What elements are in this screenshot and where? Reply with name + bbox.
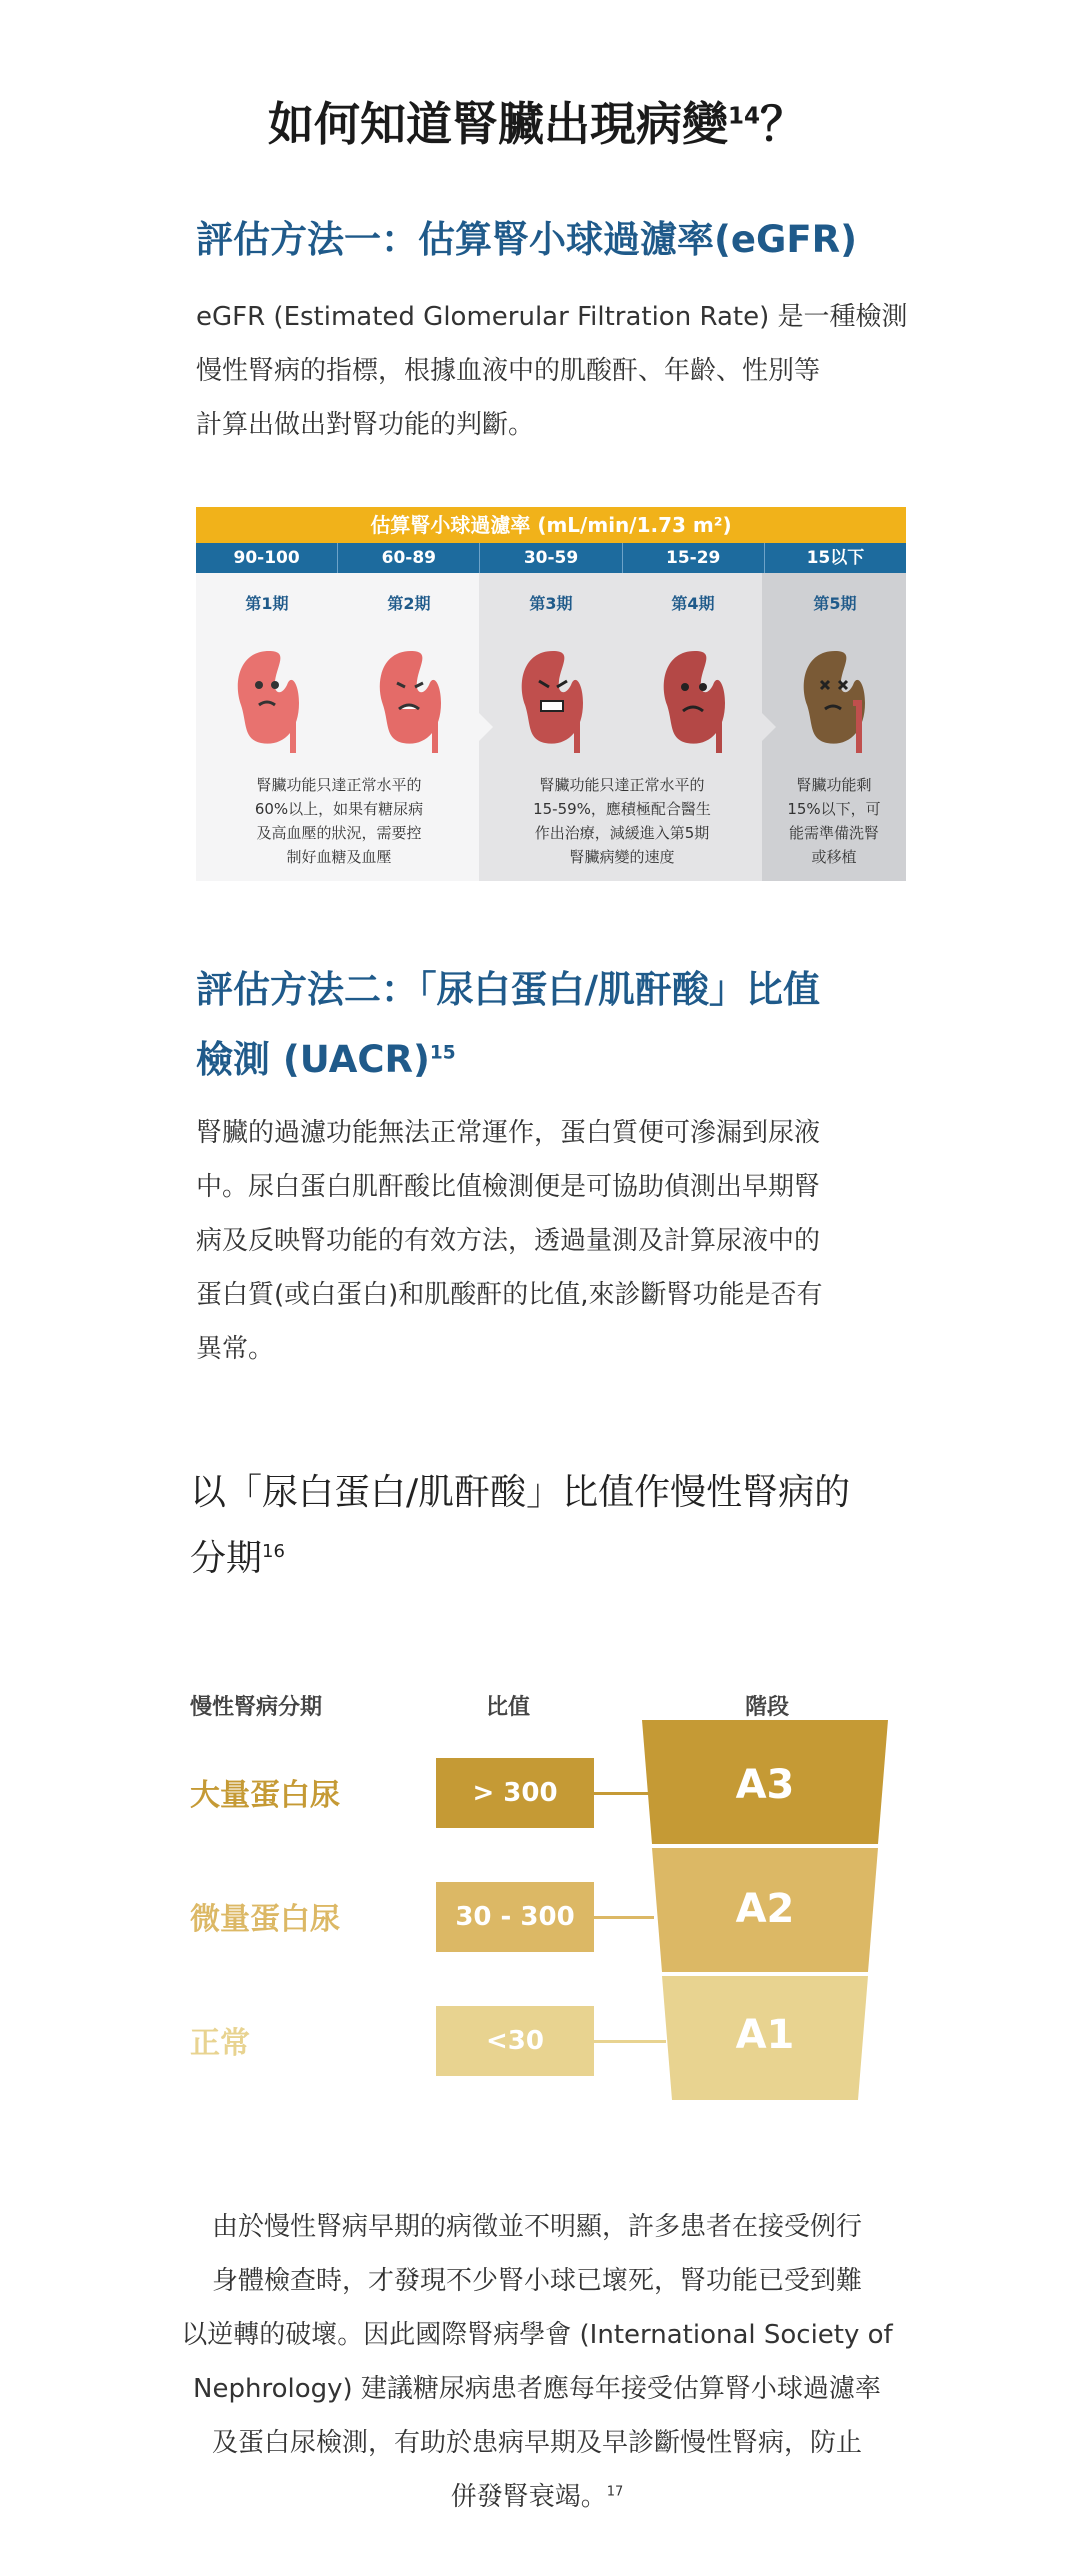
column-header-phase: 階段 (745, 1695, 790, 1720)
desc-line: 60%以上，如果有糖尿病 (254, 800, 424, 818)
method2-title-line: 評估方法二：「尿白蛋白/肌酐酸」比值 (196, 968, 821, 1011)
stage-label: 第3期 (529, 594, 573, 613)
desc-line: 腎臟功能剩 (796, 776, 872, 794)
egfr-header: 估算腎小球過濾率 (mL/min/1.73 m²) (196, 507, 906, 543)
method1-title: 評估方法一：估算腎小球過濾率(eGFR) (196, 218, 858, 261)
kidney-stage4-icon (655, 643, 735, 763)
row-label-a3: 大量蛋白尿 (190, 1778, 340, 1813)
stage-label: 第1期 (245, 594, 289, 613)
stage-label: 第4期 (671, 594, 715, 613)
egfr-stages-table (196, 507, 906, 881)
column-header-ratio: 比值 (486, 1695, 531, 1720)
method1-text (196, 290, 907, 452)
desc-line: 能需準備洗腎 (788, 824, 879, 842)
page-title-text: 如何知道腎臟出現病變 (267, 97, 728, 151)
closing-footnote: 17 (606, 2484, 624, 2500)
method2-line: 中。尿白蛋白肌酐酸比值檢測便是可協助偵測出早期腎 (196, 1172, 821, 1202)
stage-description-severe (766, 773, 902, 869)
staging-footnote: 16 (262, 1541, 285, 1562)
closing-paragraph (180, 2200, 894, 2524)
title-question-mark: ？ (760, 97, 806, 151)
egfr-range: 15-29 (623, 543, 765, 573)
method1-line: eGFR (Estimated Glomerular Filtration Rate) 是一種檢測 (196, 302, 908, 332)
method2-title-line2 (196, 1025, 820, 1095)
egfr-range: 90-100 (196, 543, 338, 573)
closing-last-line (180, 2470, 894, 2524)
row-label-a2: 微量蛋白尿 (190, 1902, 340, 1937)
egfr-columns (196, 573, 906, 881)
method2-footnote: 15 (429, 1042, 456, 1064)
method2-line: 異常。 (196, 1334, 275, 1364)
egfr-range: 60-89 (338, 543, 480, 573)
desc-line: 15-59%，應積極配合醫生 (533, 800, 711, 818)
closing-line: 由於慢性腎病早期的病徵並不明顯，許多患者在接受例行 (211, 2212, 862, 2242)
egfr-range: 30-59 (480, 543, 622, 573)
method2-title (196, 955, 820, 1095)
arrow-icon (479, 713, 493, 741)
ratio-box-a2: 30 - 300 (436, 1882, 594, 1952)
desc-line: 腎臟功能只達正常水平的 (539, 776, 705, 794)
stage-label-a3: A3 (735, 1762, 795, 1808)
stage-label-a1: A1 (735, 2012, 795, 2058)
closing-line: 併發腎衰竭。 (450, 2482, 607, 2512)
closing-line: Nephrology) 建議糖尿病患者應每年接受估算腎小球過濾率 (193, 2374, 881, 2404)
egfr-range-row (196, 543, 906, 573)
method2-line: 腎臟的過濾功能無法正常運作，蛋白質便可滲漏到尿液 (196, 1118, 821, 1148)
egfr-range: 15以下 (806, 548, 865, 568)
kidney-stage5-icon (795, 643, 875, 763)
ratio-box-a1: <30 (436, 2006, 594, 2076)
closing-line: 及蛋白尿檢測，有助於患病早期及早診斷慢性腎病，防止 (211, 2428, 862, 2458)
kidney-stage3-icon (513, 643, 593, 763)
desc-line: 制好血糖及血壓 (286, 848, 392, 866)
method2-title-text: 檢測 (UACR) (196, 1038, 430, 1081)
kidney-stage2-icon (371, 643, 451, 763)
arrow-icon (762, 713, 776, 741)
stage-label-a2: A2 (735, 1886, 795, 1932)
staging-title (190, 1460, 850, 1592)
staging-title-line: 以「尿白蛋白/肌酐酸」比值作慢性腎病的 (190, 1472, 851, 1513)
desc-line: 腎臟病變的速度 (569, 848, 675, 866)
method1-line: 計算出做出對腎功能的判斷。 (196, 410, 535, 440)
method2-text (196, 1106, 823, 1376)
stage-description-moderate (494, 773, 750, 869)
row-label-a1: 正常 (190, 2026, 250, 2061)
closing-line: 身體檢查時，才發現不少腎小球已壞死，腎功能已受到難 (211, 2266, 862, 2296)
desc-line: 或移植 (811, 848, 857, 866)
page-title (0, 88, 1074, 154)
method2-line: 病及反映腎功能的有效方法，透過量測及計算尿液中的 (196, 1226, 821, 1256)
desc-line: 及高血壓的狀況，需要控 (256, 824, 422, 842)
ratio-box-a3: > 300 (436, 1758, 594, 1828)
method2-line: 蛋白質(或白蛋白)和肌酸酐的比值,來診斷腎功能是否有 (196, 1280, 823, 1310)
staging-title-line2 (190, 1526, 850, 1592)
stage-description-mild (214, 773, 464, 869)
title-footnote: 14 (727, 103, 760, 130)
staging-title-text: 分期 (190, 1538, 263, 1579)
column-header-stage: 慢性腎病分期 (190, 1695, 323, 1720)
method1-line: 慢性腎病的指標，根據血液中的肌酸酐、年齡、性別等 (196, 356, 821, 386)
closing-line: 以逆轉的破壞。因此國際腎病學會 (International Society of (181, 2320, 893, 2350)
kidney-stage1-icon (229, 643, 309, 763)
desc-line: 15%以下，可 (787, 800, 881, 818)
stage-label: 第2期 (387, 594, 431, 613)
stage-label: 第5期 (813, 594, 857, 613)
desc-line: 作出治療，減緩進入第5期 (534, 824, 710, 842)
desc-line: 腎臟功能只達正常水平的 (256, 776, 422, 794)
